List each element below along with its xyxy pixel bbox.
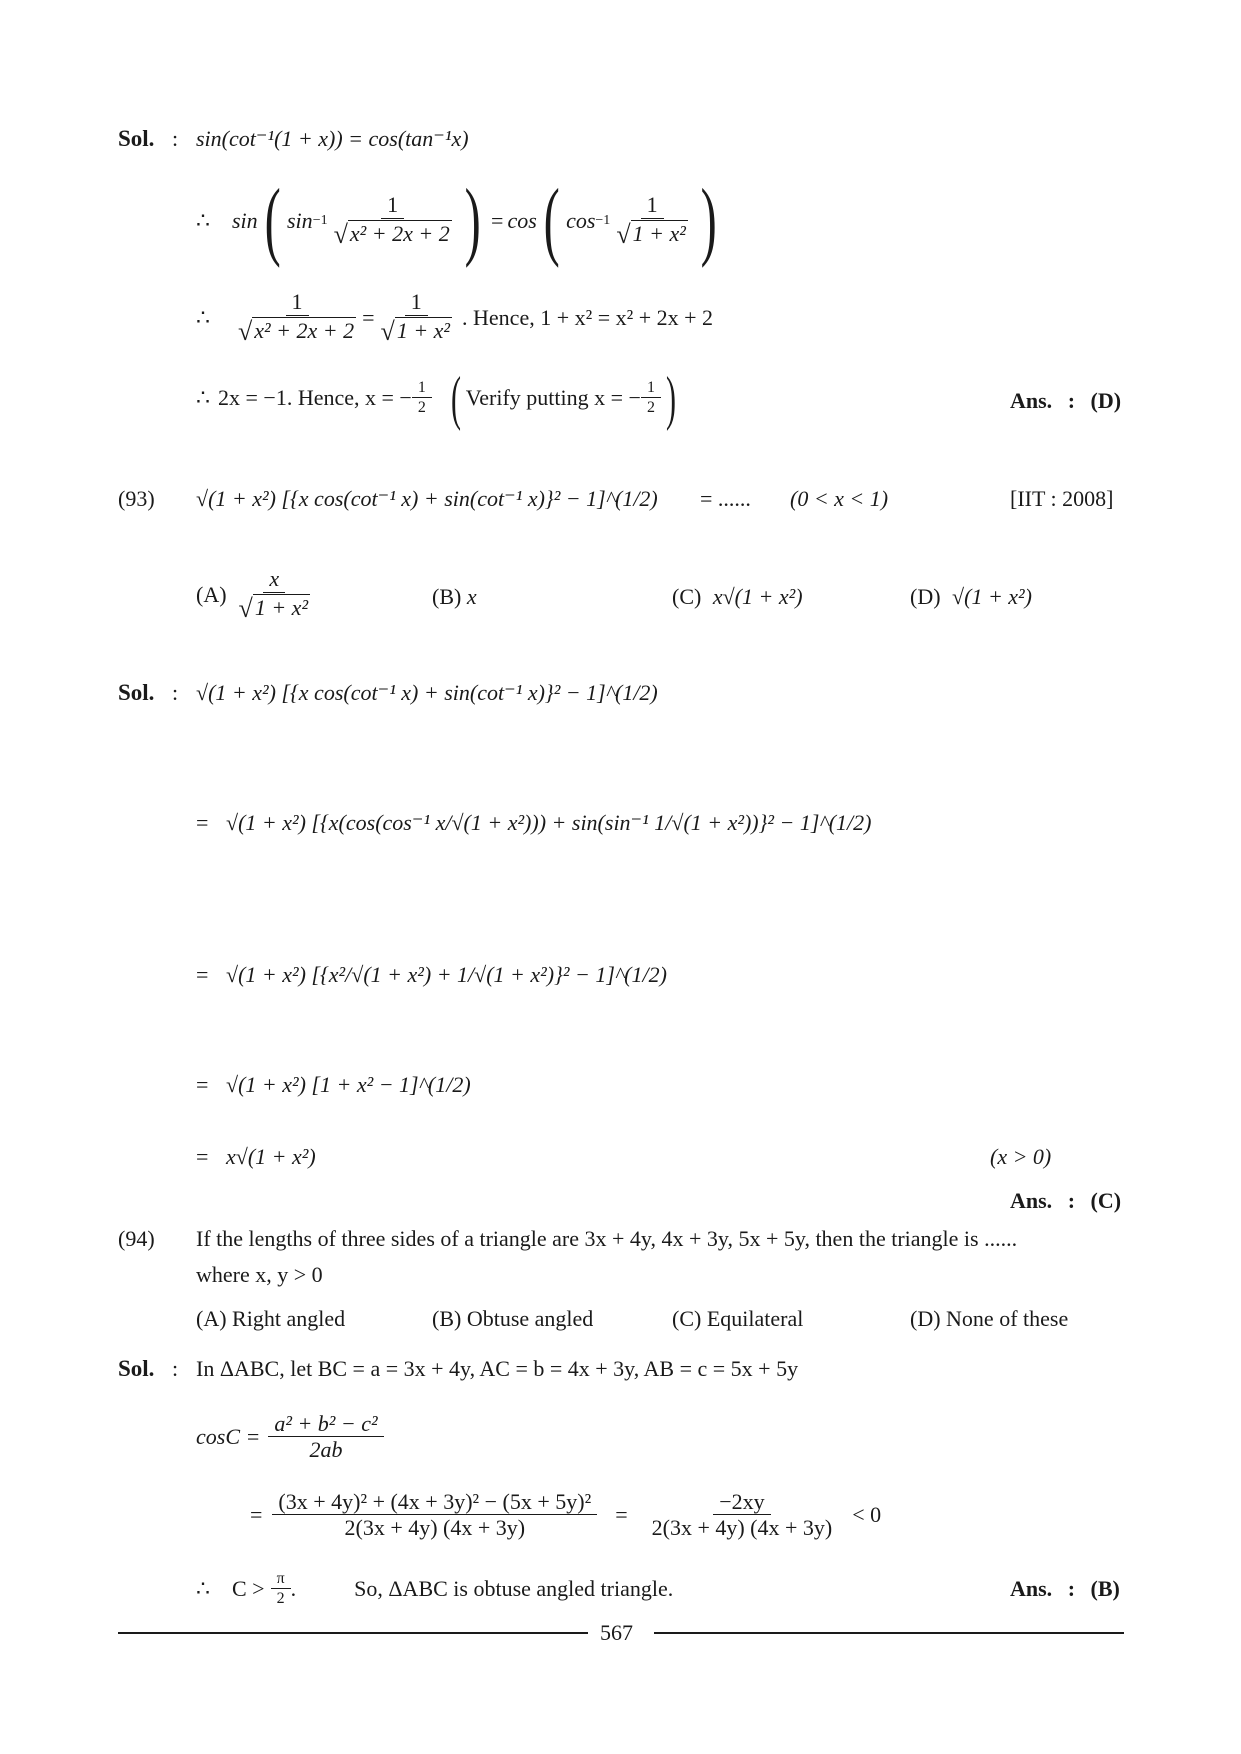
q93-source: [IIT : 2008] xyxy=(1010,486,1114,511)
option-value: Equilateral xyxy=(706,1306,804,1331)
frac-den: 2(3x + 4y) (4x + 3y) xyxy=(651,1514,833,1540)
frac-num: 1 xyxy=(412,379,432,398)
option-label: (A) xyxy=(196,582,227,607)
q94-option-b xyxy=(432,1306,593,1332)
sol2-note: (x > 0) xyxy=(990,1144,1052,1169)
paren-open: ( xyxy=(450,365,461,431)
paren-open: ( xyxy=(543,172,560,269)
sol3-conclusion: So, ΔABC is obtuse angled triangle. xyxy=(354,1576,674,1601)
pi-half-frac xyxy=(271,1570,291,1609)
ans-label: Ans. xyxy=(1010,388,1053,413)
answer-1 xyxy=(1010,388,1121,414)
sol-colon: : xyxy=(172,126,179,151)
sol3-cosc-line xyxy=(196,1402,384,1472)
option-label: (C) xyxy=(672,584,702,609)
q94-option-a xyxy=(196,1306,345,1332)
sol-colon: : xyxy=(172,680,179,705)
therefore-symbol: ∴ xyxy=(196,1576,210,1601)
cosc-label: cosC = xyxy=(196,1424,261,1449)
ans-label: Ans. xyxy=(1010,1188,1053,1213)
footer-rule-left xyxy=(118,1632,588,1634)
period: . xyxy=(290,1576,297,1601)
sol1-frac-a xyxy=(328,192,458,249)
frac-num: π xyxy=(271,1570,291,1589)
q93-option-b xyxy=(432,584,477,610)
answer-3 xyxy=(1010,1576,1120,1602)
q93-expression: √(1 + x²) [{x cos(cot⁻¹ x) + sin(cot⁻¹ x)}² − 1]^(1/2) xyxy=(196,486,658,511)
rad-content: x² + 2x + 2 xyxy=(349,220,450,246)
equals: = xyxy=(362,305,375,330)
half-frac xyxy=(641,379,661,418)
option-label: (D) xyxy=(910,584,941,609)
rad-content: x² + 2x + 2 xyxy=(254,317,355,343)
sol1-sin: sin xyxy=(232,208,258,233)
option-label: (A) xyxy=(196,1306,227,1331)
sol2-line3: √(1 + x²) [{x²/√(1 + x²) + 1/√(1 + x²)}² − 1]^(1/2) xyxy=(226,962,667,987)
option-value: √(1 + x²) xyxy=(952,584,1032,609)
option-label: (C) xyxy=(672,1306,702,1331)
sol2-line2: √(1 + x²) [{x(cos(cos⁻¹ x/√(1 + x²))) + sin(sin⁻¹ 1/√(1 + x²))}² − 1]^(1/2) xyxy=(226,810,872,835)
sol3-conclusion-line xyxy=(196,1564,673,1614)
question-number-93: (93) xyxy=(118,486,155,511)
option-value: Obtuse angled xyxy=(466,1306,594,1331)
option-a-frac xyxy=(233,566,317,623)
sol-label: Sol. xyxy=(118,1356,155,1381)
q93-option-c xyxy=(672,584,803,610)
sol3-frac-3 xyxy=(646,1489,839,1542)
page-number: 567 xyxy=(600,1620,633,1645)
option-label: (D) xyxy=(910,1306,941,1331)
sol1-frac-b xyxy=(610,192,694,249)
sol1-line4-text: 2x = −1. Hence, x = − xyxy=(218,385,412,410)
sol1-cos: cos xyxy=(507,208,537,233)
sol1-line3 xyxy=(196,288,713,348)
sol1-cos-inv: cos xyxy=(566,208,596,233)
sol3-frac-1 xyxy=(268,1411,383,1464)
ans-value: (C) xyxy=(1090,1188,1122,1213)
therefore-symbol: ∴ xyxy=(196,208,210,233)
sol1-verify: Verify putting x = − xyxy=(465,385,641,410)
frac-num: (3x + 4y)² + (4x + 3y)² − (5x + 5y)² xyxy=(272,1489,597,1515)
frac-den: √x² + 2x + 2 xyxy=(238,316,355,346)
frac-den: 2 xyxy=(646,399,655,417)
rad-content: 1 + x² xyxy=(632,220,686,246)
q93-equals-dots: = ...... xyxy=(700,486,751,511)
sol2-line4: √(1 + x²) [1 + x² − 1]^(1/2) xyxy=(226,1072,471,1097)
frac-num: 1 xyxy=(641,192,664,218)
q93-option-a xyxy=(196,560,316,630)
equals: = xyxy=(196,810,209,835)
ans-value: (B) xyxy=(1090,1576,1120,1601)
equals: = xyxy=(196,1072,209,1097)
sol1-inv-sup: −1 xyxy=(595,213,611,228)
paren-open: ( xyxy=(264,172,281,269)
equals: = xyxy=(615,1502,628,1527)
equals: = xyxy=(196,962,209,987)
sol3-expansion-line xyxy=(250,1480,881,1550)
option-label: (B) xyxy=(432,1306,462,1331)
equals: = xyxy=(250,1502,263,1527)
footer-rule-right xyxy=(654,1632,1124,1634)
q94-option-c xyxy=(672,1306,803,1332)
paren-close: ) xyxy=(464,172,481,269)
frac-num: a² + b² − c² xyxy=(268,1411,383,1437)
frac-den: 2 xyxy=(417,399,426,417)
frac-den: 2 xyxy=(276,1590,285,1608)
half-frac xyxy=(412,379,432,418)
ans-label: Ans. xyxy=(1010,1576,1053,1601)
sol1-sin-inv: sin xyxy=(287,208,313,233)
frac-num: 1 xyxy=(381,192,404,218)
ans-colon: : xyxy=(1067,388,1076,413)
option-value: x xyxy=(466,584,477,609)
frac-den: √x² + 2x + 2 xyxy=(333,219,450,249)
frac-num: −2xy xyxy=(713,1489,770,1515)
question-number-94: (94) xyxy=(118,1226,155,1251)
frac-den: √1 + x² xyxy=(380,316,451,346)
sol1-inv-sup: −1 xyxy=(312,213,328,228)
sol1-hence: . Hence, 1 + x² = x² + 2x + 2 xyxy=(462,305,714,330)
lt-zero: < 0 xyxy=(852,1502,882,1527)
sol1-line1: sin(cot⁻¹(1 + x)) = cos(tan⁻¹x) xyxy=(196,126,469,151)
sol-label: Sol. xyxy=(118,680,155,705)
therefore-symbol: ∴ xyxy=(196,305,210,330)
q94-text-line1: If the lengths of three sides of a triangle are 3x + 4y, 4x + 3y, 5x + 5y, then the triangle is ...... xyxy=(196,1226,1018,1251)
frac-num: 1 xyxy=(641,379,661,398)
rad-content: 1 + x² xyxy=(254,594,309,620)
ans-colon: : xyxy=(1067,1576,1076,1601)
paren-close: ) xyxy=(700,172,717,269)
paren-close: ) xyxy=(665,365,676,431)
c-greater: C > xyxy=(232,1576,265,1601)
frac-num: 1 xyxy=(405,289,428,315)
sol2-line1: √(1 + x²) [{x cos(cot⁻¹ x) + sin(cot⁻¹ x)}² − 1]^(1/2) xyxy=(196,680,658,705)
frac-den: √1 + x² xyxy=(238,593,309,623)
ans-colon: : xyxy=(1067,1188,1076,1213)
ans-value: (D) xyxy=(1090,388,1122,413)
sol3-line1: In ΔABC, let BC = a = 3x + 4y, AC = b = 4x + 3y, AB = c = 5x + 5y xyxy=(196,1356,799,1381)
sol-colon: : xyxy=(172,1356,179,1381)
option-label: (B) xyxy=(432,584,462,609)
frac-den: 2ab xyxy=(309,1436,343,1462)
q93-condition: (0 < x < 1) xyxy=(790,486,889,511)
q94-text-line2: where x, y > 0 xyxy=(196,1262,323,1287)
option-value: Right angled xyxy=(232,1306,346,1331)
therefore-symbol: ∴ xyxy=(196,385,210,410)
sol-label: Sol. xyxy=(118,126,155,151)
sol1-frac-c xyxy=(232,289,362,346)
frac-num: x xyxy=(263,566,285,592)
sol2-line5: x√(1 + x²) xyxy=(226,1144,316,1169)
answer-2 xyxy=(1010,1188,1121,1214)
rad-content: 1 + x² xyxy=(396,317,451,343)
q93-option-d xyxy=(910,584,1032,610)
option-value: x√(1 + x²) xyxy=(712,584,803,609)
equals: = xyxy=(491,208,504,233)
frac-den: √1 + x² xyxy=(616,219,686,249)
frac-den: 2(3x + 4y) (4x + 3y) xyxy=(344,1514,526,1540)
frac-num: 1 xyxy=(286,289,309,315)
sol1-frac-d xyxy=(375,289,459,346)
q94-option-d xyxy=(910,1306,1068,1332)
sol1-line2 xyxy=(196,172,723,269)
option-value: None of these xyxy=(946,1306,1069,1331)
equals: = xyxy=(196,1144,209,1169)
sol1-line4 xyxy=(196,365,681,431)
sol3-frac-2 xyxy=(272,1489,597,1542)
